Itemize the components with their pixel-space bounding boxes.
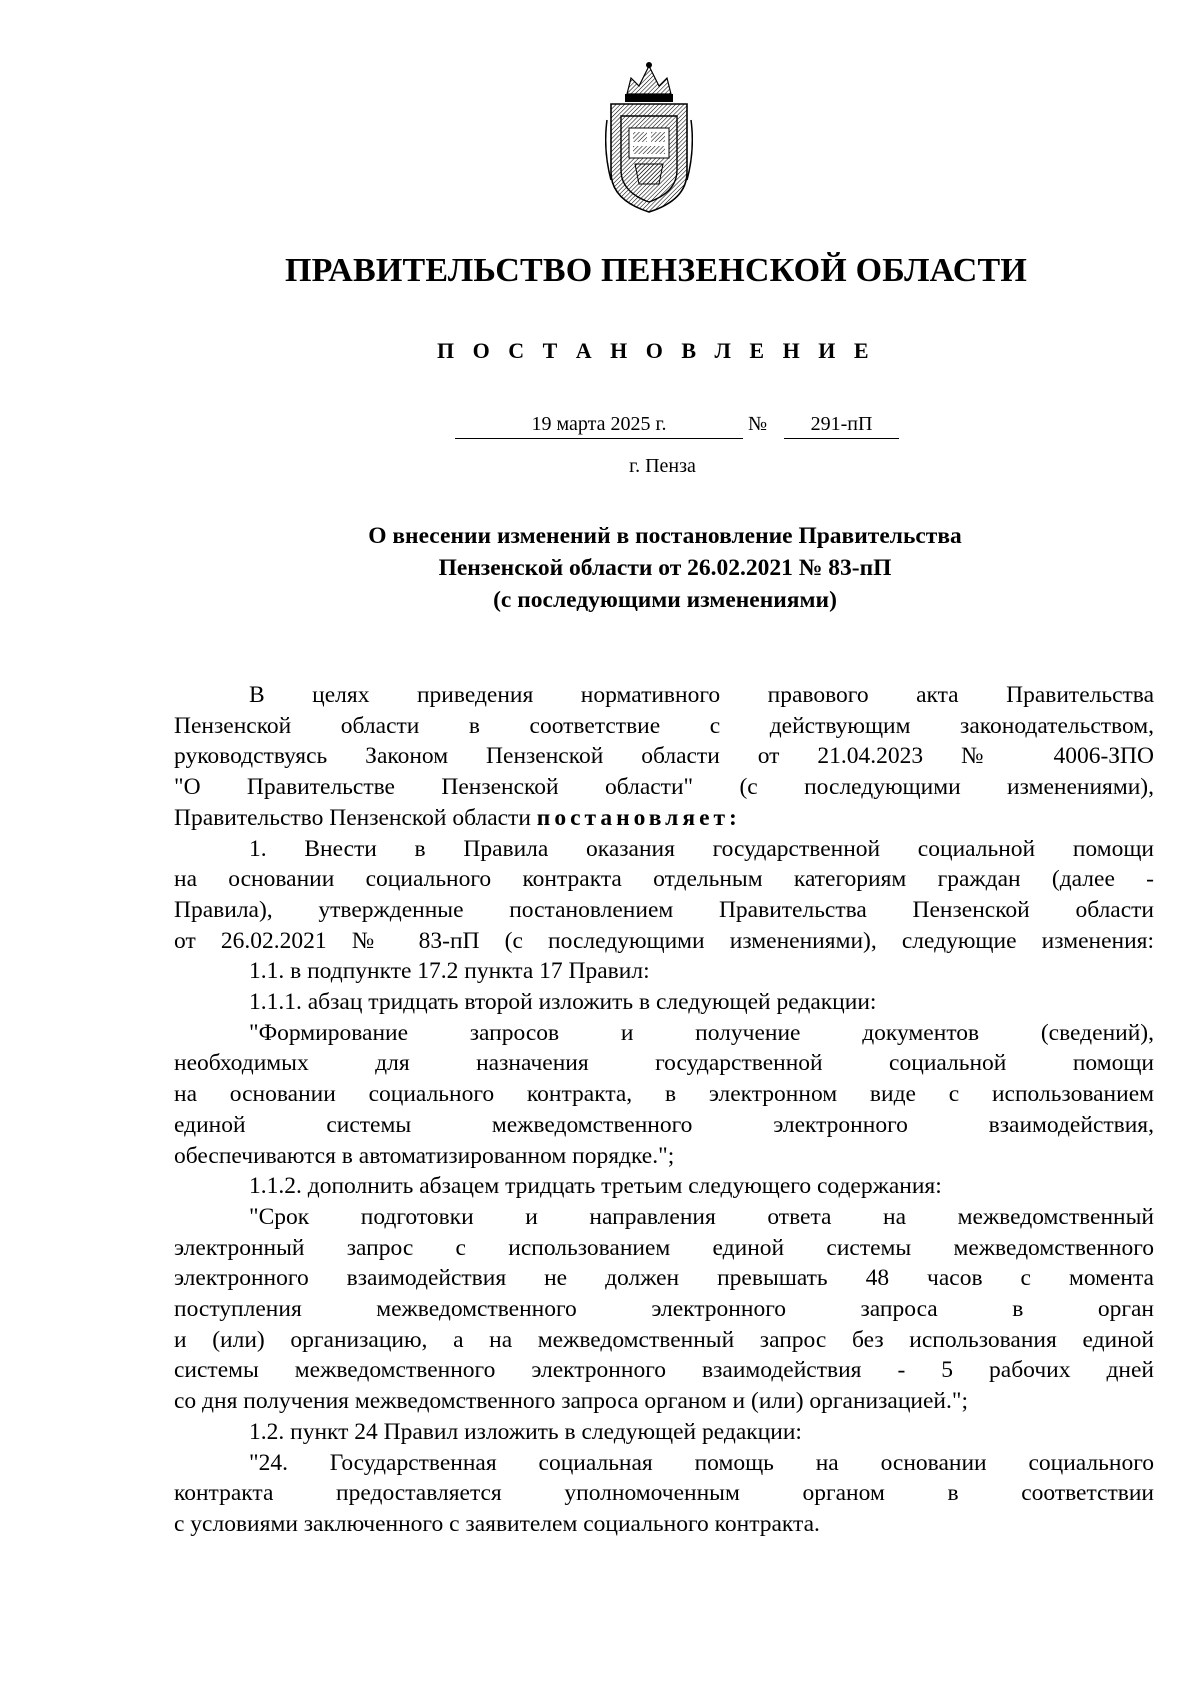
- government-title: ПРАВИТЕЛЬСТВО ПЕНЗЕНСКОЙ ОБЛАСТИ: [284, 252, 1027, 289]
- body-line: обеспечиваются в автоматизированном порядке.";: [174, 1142, 675, 1169]
- body-line: Пензенской области в соответствие с действующим законодательством,: [174, 712, 1154, 739]
- body-line: [174, 803, 1154, 834]
- body-text: Правительство Пензенской области: [174, 804, 537, 831]
- body-line: электронный запрос с использованием единой системы межведомственного: [174, 1234, 1154, 1261]
- body-line: "Формирование запросов и получение документов (сведений),: [249, 1019, 1154, 1046]
- subject-line: Пензенской области от 26.02.2021 № 83-пП: [438, 555, 892, 581]
- body-line: системы межведомственного электронного взаимодействия - 5 рабочих дней: [174, 1357, 1154, 1384]
- resolution-verb: постановляет:: [536, 804, 741, 831]
- document-date: 19 марта 2025 г.: [455, 410, 743, 439]
- body-line: со дня получения межведомственного запроса органом и (или) организацией.";: [174, 1388, 968, 1415]
- body-line: на основании социального контракта отдельным категориям граждан (далее -: [174, 866, 1154, 893]
- body-line: поступления межведомственного электронного запроса в орган: [174, 1296, 1154, 1323]
- body-line: "О Правительстве Пензенской области" (с последующими изменениями),: [174, 774, 1154, 801]
- body-line: 1.1. в подпункте 17.2 пункта 17 Правил:: [249, 958, 650, 985]
- document-type: П О С Т А Н О В Л Е Н И Е: [436, 338, 876, 363]
- document-number: 291-пП: [784, 410, 899, 439]
- body-line: "24. Государственная социальная помощь на основании социального: [249, 1449, 1154, 1476]
- body-line: на основании социального контракта, в электронном виде с использованием: [174, 1081, 1154, 1108]
- body-line: "Срок подготовки и направления ответа на межведомственный: [249, 1203, 1154, 1230]
- body-line: 1.2. пункт 24 Правил изложить в следующей редакции:: [249, 1418, 802, 1445]
- document-subject: [290, 520, 1040, 616]
- body-line: 1.1.1. абзац тридцать второй изложить в следующей редакции:: [249, 989, 877, 1016]
- document-body: [174, 680, 1154, 1540]
- body-line: необходимых для назначения государственной социальной помощи: [174, 1050, 1154, 1077]
- body-line: единой системы межведомственного электронного взаимодействия,: [174, 1111, 1154, 1138]
- body-line: В целях приведения нормативного правового акта Правительства: [249, 682, 1154, 708]
- body-line: с условиями заключенного с заявителем социального контракта.: [174, 1510, 820, 1537]
- city: г. Пенза: [629, 455, 696, 477]
- body-line: 1. Внести в Правила оказания государственной социальной помощи: [249, 835, 1154, 862]
- subject-line: (с последующими изменениями): [493, 587, 837, 613]
- number-sign: №: [748, 413, 768, 435]
- subject-line: О внесении изменений в постановление Правительства: [368, 523, 962, 549]
- body-line: руководствуясь Законом Пензенской области от 21.04.2023 № 4006-ЗПО: [174, 743, 1154, 770]
- body-line: электронного взаимодействия не должен превышать 48 часов с момента: [174, 1265, 1154, 1292]
- body-line: и (или) организацию, а на межведомственный запрос без использования единой: [174, 1326, 1154, 1353]
- body-line: от 26.02.2021 № 83-пП (с последующими изменениями), следующие изменения:: [174, 927, 1154, 954]
- coat-of-arms-emblem: [605, 60, 693, 216]
- body-line: Правила), утвержденные постановлением Правительства Пензенской области: [174, 896, 1154, 923]
- body-line: контракта предоставляется уполномоченным органом в соответствии: [174, 1480, 1154, 1507]
- body-line: 1.1.2. дополнить абзацем тридцать третьим следующего содержания:: [249, 1173, 942, 1200]
